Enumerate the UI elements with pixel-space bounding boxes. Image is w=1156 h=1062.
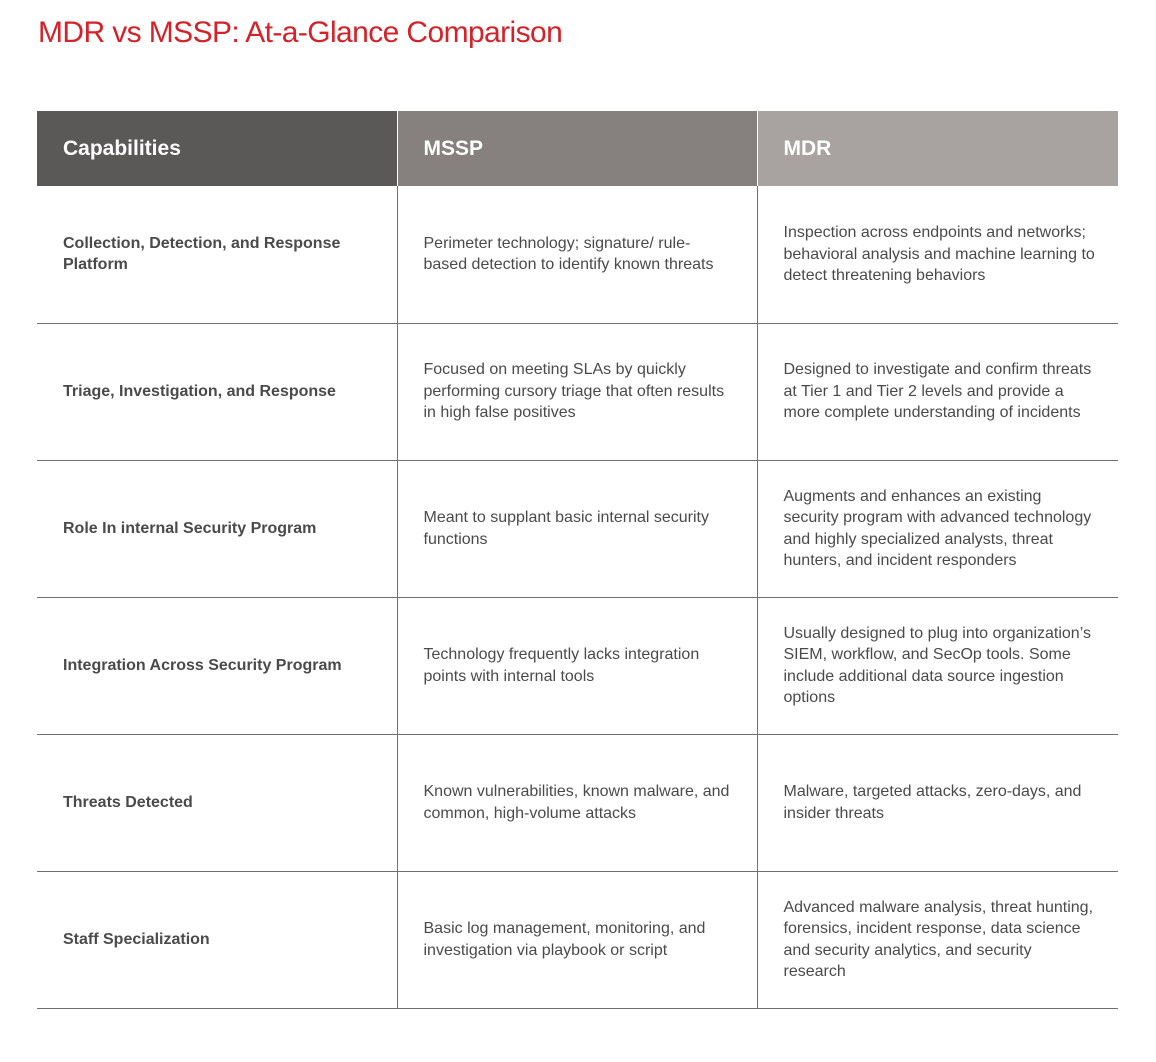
table-row xyxy=(37,323,1118,460)
mssp-cell: Technology frequently lacks integration points with internal tools xyxy=(397,597,757,734)
mssp-cell: Focused on meeting SLAs by quickly performing cursory triage that often results in high false positives xyxy=(397,323,757,460)
mssp-cell: Meant to supplant basic internal security functions xyxy=(397,460,757,597)
header-row xyxy=(37,111,1118,186)
mdr-cell: Designed to investigate and confirm threats at Tier 1 and Tier 2 levels and provide a more complete understanding of incidents xyxy=(757,323,1118,460)
mdr-cell: Malware, targeted attacks, zero-days, and insider threats xyxy=(757,734,1118,871)
header-mssp: MSSP xyxy=(397,111,757,186)
comparison-table xyxy=(37,111,1118,1009)
capability-cell: Staff Specialization xyxy=(37,871,397,1008)
table-row xyxy=(37,597,1118,734)
mssp-cell: Perimeter technology; signature/ rule-based detection to identify known threats xyxy=(397,186,757,323)
capability-cell: Integration Across Security Program xyxy=(37,597,397,734)
table-row xyxy=(37,734,1118,871)
table-row xyxy=(37,871,1118,1008)
header-mdr: MDR xyxy=(757,111,1118,186)
table-header xyxy=(37,111,1118,186)
page-title: MDR vs MSSP: At-a-Glance Comparison xyxy=(38,16,563,49)
header-capabilities: Capabilities xyxy=(37,111,397,186)
table-row xyxy=(37,186,1118,323)
capability-cell: Collection, Detection, and Response Platform xyxy=(37,186,397,323)
mssp-cell: Known vulnerabilities, known malware, and common, high-volume attacks xyxy=(397,734,757,871)
capability-cell: Role In internal Security Program xyxy=(37,460,397,597)
mdr-cell: Advanced malware analysis, threat hunting, forensics, incident response, data science and security analytics, and security research xyxy=(757,871,1118,1008)
mdr-cell: Inspection across endpoints and networks; behavioral analysis and machine learning to detect threatening behaviors xyxy=(757,186,1118,323)
mdr-cell: Augments and enhances an existing security program with advanced technology and highly specialized analysts, threat hunters, and incident responders xyxy=(757,460,1118,597)
mssp-cell: Basic log management, monitoring, and investigation via playbook or script xyxy=(397,871,757,1008)
capability-cell: Triage, Investigation, and Response xyxy=(37,323,397,460)
mdr-cell: Usually designed to plug into organization’s SIEM, workflow, and SecOp tools. Some include additional data source ingestion options xyxy=(757,597,1118,734)
table-body xyxy=(37,186,1118,1008)
capability-cell: Threats Detected xyxy=(37,734,397,871)
table-row xyxy=(37,460,1118,597)
